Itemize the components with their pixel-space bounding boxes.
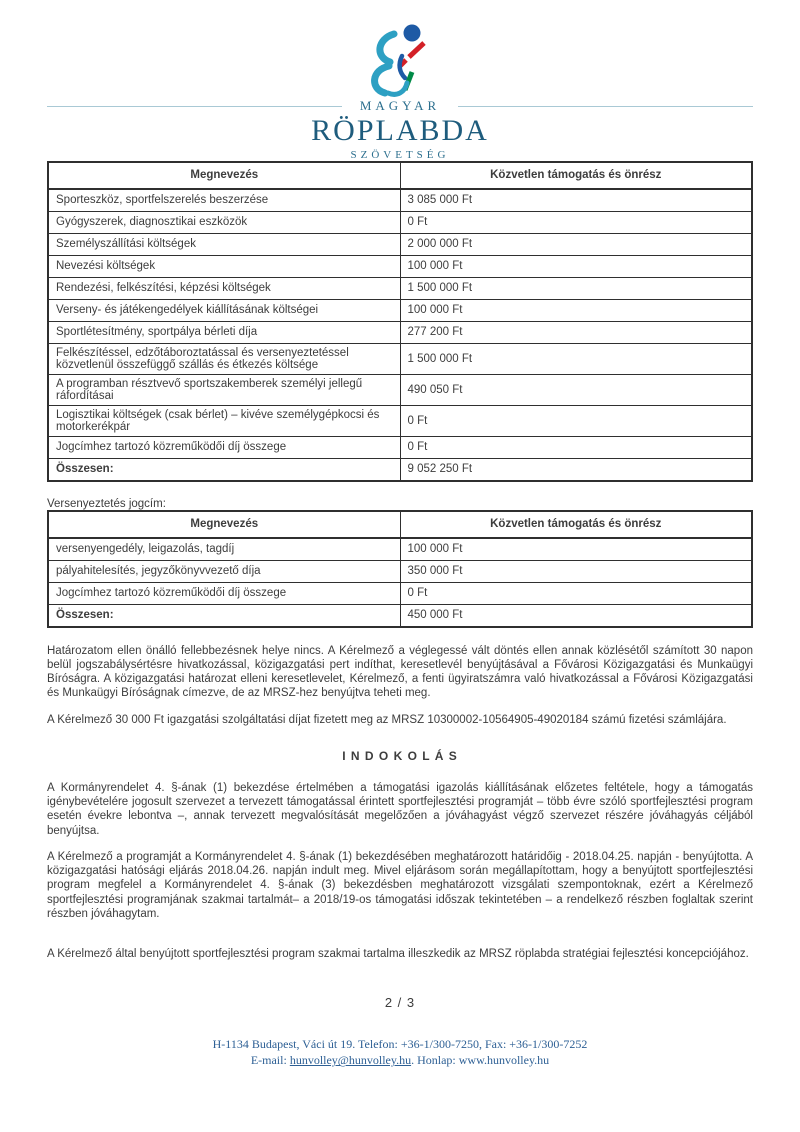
paragraph: Határozatom ellen önálló fellebbezésnek helye nincs. A Kérelmező a véglegessé vált döntés ellen annak közlésétől számított 30 napon belül jogszabálysértésre hivatkozással, közigazgatási pert indíthat, keresetlevél benyújtásával a Fővárosi Közigazgatási és Munkaügyi Bíróságra. A közigazgatási határozat elleni keresetlevelet, Kérelmező, a fenti ügyiratszámra való hivatkozással a Fővárosi Közigazgatási és Munkaügyi Bíróságnak címezve, de az MRSZ-hez benyújtva teheti meg. xyxy=(47,644,753,700)
row-value: 2 000 000 Ft xyxy=(400,233,752,255)
row-label: Gyógyszerek, diagnosztikai eszközök xyxy=(48,211,400,233)
row-label: Verseny- és játékengedélyek kiállításának költségei xyxy=(48,299,400,321)
footer-email-label: E-mail: xyxy=(250,1053,290,1068)
table-row xyxy=(48,233,752,255)
row-value: 350 000 Ft xyxy=(400,560,752,582)
logo-text-szovetseg: SZÖVETSÉG xyxy=(350,148,450,161)
column-header-amount: Közvetlen támogatás és önrész xyxy=(400,511,752,538)
paragraph: A Kérelmező a programját a Kormányrendelet 4. §-ának (1) bekezdésében meghatározott határidőig - 2018.04.25. napján - benyújtotta. A közigazgatási hatósági eljárás 2018.04.26. napján indult meg. Mivel eljárásom során megállapítottam, hogy a benyújtott sportfejlesztési program megfelel a Kormányrendelet 4. §-ának (3) bekezdésben meghatározott vizsgálati szempontoknak, ezért a Kérelmező sportfejlesztési programjának szakmai tartalmát– a 2018/19-os támogatási időszak tekintetében – a rendelkező részben foglaltak szerint részben jóváhagytam. xyxy=(47,850,753,920)
row-label: Személyszállítási költségek xyxy=(48,233,400,255)
column-header-name: Megnevezés xyxy=(48,511,400,538)
row-label: pályahitelesítés, jegyzőkönyvvezető díja xyxy=(48,560,400,582)
column-header-name: Megnevezés xyxy=(48,162,400,189)
row-value: 100 000 Ft xyxy=(400,255,752,277)
decorative-rule-left xyxy=(47,106,342,107)
row-value: 100 000 Ft xyxy=(400,538,752,561)
logo-text-magyar: MAGYAR xyxy=(359,98,441,113)
footer-homepage-text: . Honlap: www.hunvolley.hu xyxy=(411,1053,550,1068)
paragraphs-before-heading xyxy=(47,644,753,727)
row-value: 1 500 000 Ft xyxy=(400,343,752,374)
row-value: 450 000 Ft xyxy=(400,604,752,627)
table-header-row xyxy=(48,511,752,538)
row-label: Logisztikai költségek (csak bérlet) – kivéve személygépkocsi és motorkerékpár xyxy=(48,405,400,436)
page-number: 2 / 3 xyxy=(384,995,416,1011)
column-header-amount: Közvetlen támogatás és önrész xyxy=(400,162,752,189)
decorative-rule-right xyxy=(458,106,753,107)
row-value: 3 085 000 Ft xyxy=(400,189,752,212)
row-value: 1 500 000 Ft xyxy=(400,277,752,299)
cost-table-versenyeztetes xyxy=(47,510,753,628)
table-row xyxy=(48,458,752,481)
row-label: A programban résztvevő sportszakemberek személyi jellegű ráfordításai xyxy=(48,374,400,405)
table-row xyxy=(48,405,752,436)
row-value: 277 200 Ft xyxy=(400,321,752,343)
row-value: 0 Ft xyxy=(400,582,752,604)
paragraph-conclusion: A Kérelmező által benyújtott sportfejlesztési program szakmai tartalma illeszkedik az MRSZ röplabda stratégiai fejlesztési koncepciójához. xyxy=(47,948,749,960)
footer xyxy=(47,1036,753,1068)
volleyball-player-icon xyxy=(352,22,448,98)
table-header-row xyxy=(48,162,752,189)
table-row xyxy=(48,374,752,405)
row-value: 0 Ft xyxy=(400,405,752,436)
row-label: Felkészítéssel, edzőtáboroztatással és versenyeztetéssel közvetlenül összefüggő szállás és étkezés költsége xyxy=(48,343,400,374)
federation-logo xyxy=(0,0,800,161)
row-value: 0 Ft xyxy=(400,436,752,458)
table-row xyxy=(48,560,752,582)
row-label: Összesen: xyxy=(48,604,400,627)
table-row xyxy=(48,321,752,343)
table-row xyxy=(48,582,752,604)
row-label: Jogcímhez tartozó közreműködői díj összege xyxy=(48,582,400,604)
logo-text-roplabda: RÖPLABDA xyxy=(311,114,489,147)
table-row xyxy=(48,211,752,233)
row-value: 100 000 Ft xyxy=(400,299,752,321)
table-row xyxy=(48,343,752,374)
table-row xyxy=(48,436,752,458)
table-row xyxy=(48,189,752,212)
row-label: Sportlétesítmény, sportpálya bérleti díja xyxy=(48,321,400,343)
table-row xyxy=(48,299,752,321)
paragraph: A Kérelmező 30 000 Ft igazgatási szolgáltatási díjat fizetett meg az MRSZ 10300002-10564905-49020184 számú fizetési számlájára. xyxy=(47,713,727,726)
row-label: versenyengedély, leigazolás, tagdíj xyxy=(48,538,400,561)
row-label: Nevezési költségek xyxy=(48,255,400,277)
email-link[interactable]: hunvolley@hunvolley.hu xyxy=(289,1053,412,1068)
paragraphs-after-heading xyxy=(47,781,753,921)
section-heading-indokolas: I N D O K O L Á S xyxy=(342,748,458,763)
row-value: 0 Ft xyxy=(400,211,752,233)
cost-table-main xyxy=(47,161,753,482)
row-label: Jogcímhez tartozó közreműködői díj összege xyxy=(48,436,400,458)
row-label: Rendezési, felkészítési, képzési költségek xyxy=(48,277,400,299)
table-row xyxy=(48,255,752,277)
table-row xyxy=(48,604,752,627)
row-value: 490 050 Ft xyxy=(400,374,752,405)
section-label: Versenyeztetés jogcím: xyxy=(47,497,166,510)
table-row xyxy=(48,277,752,299)
row-label: Összesen: xyxy=(48,458,400,481)
row-value: 9 052 250 Ft xyxy=(400,458,752,481)
footer-address-line: H-1134 Budapest, Váci út 19. Telefon: +36-1/300-7250, Fax: +36-1/300-7252 xyxy=(212,1037,588,1052)
footer-contact-line xyxy=(47,1052,753,1068)
logo-magyar-row xyxy=(47,98,753,114)
row-label: Sporteszköz, sportfelszerelés beszerzése xyxy=(48,189,400,212)
paragraph: A Kormányrendelet 4. §-ának (1) bekezdése értelmében a támogatási igazolás kiállításának előzetes feltétele, hogy a támogatás igénybevételére jogosult szervezet a tervezett támogatással érintett sportfejlesztési programját – több évre szóló sportfejlesztési program esetén évekre lebontva –, annak tervezett megvalósítását megelőzően a jóváhagyást végző szervezet részére jóváhagyás céljából benyújtsa. xyxy=(47,781,753,837)
table-row xyxy=(48,538,752,561)
